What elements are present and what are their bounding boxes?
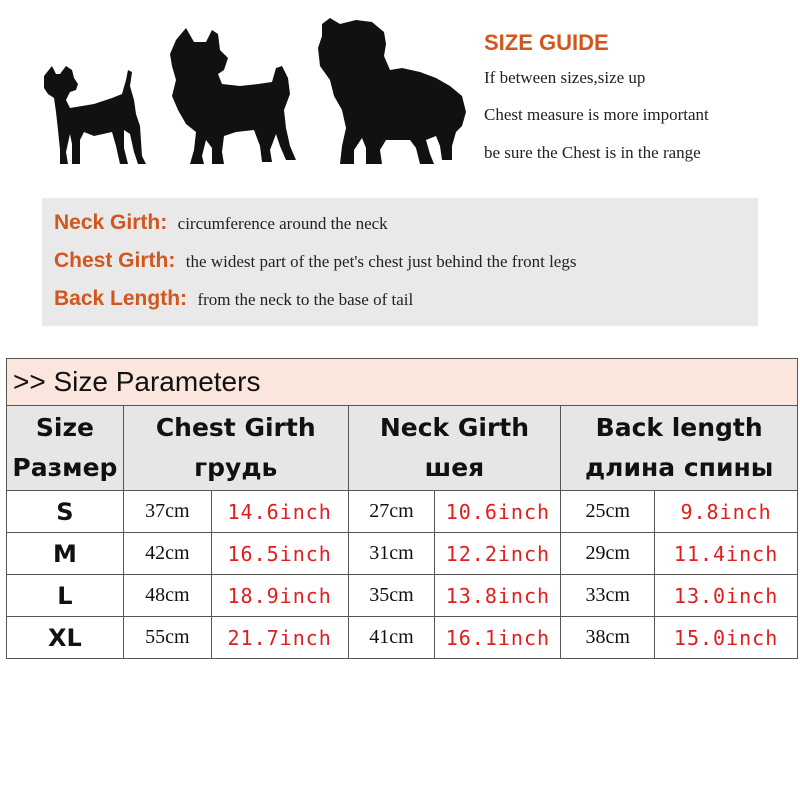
back-inch-cell: 13.0inch [673, 583, 779, 608]
chest-cm-cell: 55cm [124, 617, 212, 658]
definition-row [54, 211, 388, 235]
header-label-ru: длина спины [584, 453, 774, 482]
header-chest-girth [124, 406, 349, 490]
size-cell: L [7, 575, 124, 616]
header-label-en: Size [35, 413, 94, 442]
back-inch-cell: 15.0inch [673, 625, 779, 650]
definition-text: the widest part of the pet's chest just behind the front legs [185, 252, 577, 271]
yorkie-silhouette-icon [170, 28, 296, 164]
neck-inch-cell: 16.1inch [435, 617, 561, 658]
back-cm-cell: 29cm [561, 533, 655, 574]
chest-cm-cell: 48cm [124, 575, 212, 616]
header-label-en: Chest Girth [155, 413, 316, 442]
header-label-ru: шея [424, 453, 485, 482]
size-cell: M [7, 533, 124, 574]
definition-row [54, 287, 413, 311]
definition-text: from the neck to the base of tail [197, 290, 414, 309]
size-cell: S [7, 491, 124, 532]
definition-term: Back Length: [54, 287, 188, 310]
pug-silhouette-icon [318, 18, 466, 164]
size-cell: XL [7, 617, 124, 658]
table-row [7, 617, 797, 658]
chest-cm-cell: 42cm [124, 533, 212, 574]
neck-inch-cell: 10.6inch [435, 491, 561, 532]
neck-inch-cell: 13.8inch [435, 575, 561, 616]
definition-term: Chest Girth: [54, 249, 176, 272]
table-row [7, 533, 797, 575]
back-cm-cell: 33cm [561, 575, 655, 616]
chihuahua-silhouette-icon [44, 66, 146, 164]
definition-term: Neck Girth: [54, 211, 168, 234]
chest-inch-cell: 14.6inch [212, 491, 349, 532]
guide-note-line: If between sizes,size up [484, 68, 646, 87]
header-back-length [561, 406, 797, 490]
back-cm-cell: 25cm [561, 491, 655, 532]
definition-text: circumference around the neck [177, 214, 388, 233]
header-label-ru: Размер [12, 453, 118, 482]
header-neck-girth [349, 406, 562, 490]
table-header-row [7, 406, 797, 491]
back-cm-cell: 38cm [561, 617, 655, 658]
header-label-en: Neck Girth [379, 413, 530, 442]
guide-note-line: be sure the Chest is in the range [484, 143, 701, 162]
back-inch-cell: 9.8inch [680, 499, 772, 524]
neck-cm-cell: 31cm [349, 533, 436, 574]
neck-cm-cell: 41cm [349, 617, 436, 658]
definition-row [54, 249, 576, 273]
table-title: >> Size Parameters [7, 359, 797, 406]
guide-note-line: Chest measure is more important [484, 105, 709, 124]
size-parameters-table [6, 358, 798, 659]
dog-silhouettes [0, 0, 480, 180]
header-label-ru: грудь [194, 453, 278, 482]
neck-cm-cell: 35cm [349, 575, 436, 616]
back-inch-cell: 11.4inch [673, 541, 779, 566]
neck-cm-cell: 27cm [349, 491, 436, 532]
size-guide-title: SIZE GUIDE [484, 30, 609, 55]
chest-inch-cell: 21.7inch [212, 617, 349, 658]
measurement-definitions-box [42, 198, 758, 326]
table-row [7, 491, 797, 533]
chest-inch-cell: 18.9inch [212, 575, 349, 616]
neck-inch-cell: 12.2inch [435, 533, 561, 574]
table-row [7, 575, 797, 617]
chest-cm-cell: 37cm [124, 491, 212, 532]
chest-inch-cell: 16.5inch [212, 533, 349, 574]
header-size [7, 406, 124, 490]
header-label-en: Back length [595, 413, 763, 442]
